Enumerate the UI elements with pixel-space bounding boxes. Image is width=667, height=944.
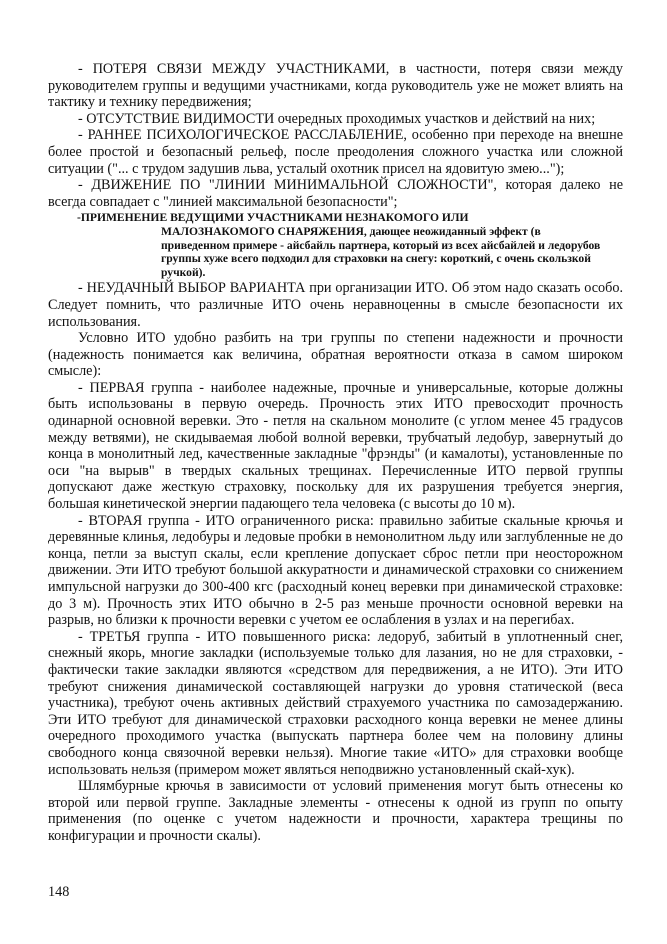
bold-note-head: -ПРИМЕНЕНИЕ ВЕДУЩИМИ УЧАСТНИКАМИ НЕЗНАКОМОГО ИЛИ — [77, 211, 469, 225]
paragraph-three-groups: Условно ИТО удобно разбить на три группы по степени надежности и прочности (надежность понимается как величина, обратная вероятности отказа в самом широком смысле): — [48, 330, 623, 380]
bold-note-unfamiliar-gear — [48, 211, 623, 279]
paragraph-early-relaxation: - РАННЕЕ ПСИХОЛОГИЧЕСКОЕ РАССЛАБЛЕНИЕ, особенно при переходе на внешне более простой и безопасный рельеф, после преодоления сложного участка или сложной ситуации ("... с трудом задушив льва, усталый охотник присел на ядовитую змею..."); — [48, 127, 623, 177]
paragraph-loss-of-contact: - ПОТЕРЯ СВЯЗИ МЕЖДУ УЧАСТНИКАМИ, в частности, потеря связи между руководителем группы и ведущими участниками, когда руководитель уже не может влиять на тактику и технику передвижения; — [48, 61, 623, 111]
paragraph-second-group: - ВТОРАЯ группа - ИТО ограниченного риска: правильно забитые скальные крючья и деревянные клинья, ледобуры и ледовые пробки в немонолитном льду или заглубленные не до конца, петли за выступ скалы, если крепление допускает сброс петли при неосторожном движении. Эти ИТО требуют большой аккуратности и динамической страховки со снижением импульсной нагрузки до 300-400 кгс (расходный конец веревки при динамической страховке: до 3 м). Прочность этих ИТО обычно в 2-5 раз меньше прочности основной веревки на разрыв, но близки к прочности веревки с учетом ее ослабления в узлах и на перегибах. — [48, 512, 623, 629]
paragraph-third-group: - ТРЕТЬЯ группа - ИТО повышенного риска: ледоруб, забитый в уплотненный снег, снежный якорь, многие закладки (используемые только для лазания, но не для страховки, - фактически такие закладки являются «средством для передвижения, а не ИТО). Эти ИТО требуют снижения динамической составляющей нагрузки до уровня статической (веса участника), требуют очень активных действий страхуемого участника по самозадержанию. Эти ИТО требуют для динамической страховки расходного конца веревки не менее длины очередного проходимого участка (выпускать партнера более чем на половину длины свободного конца связочной веревки нельзя). Многие такие «ИТО» для страховки вообще использовать нельзя (примером может являться неподвижно установленный скай-хук). — [48, 628, 623, 778]
page-number: 148 — [48, 884, 70, 900]
paragraph-first-group: - ПЕРВАЯ группа - наиболее надежные, прочные и универсальные, которые должны быть использованы в первую очередь. Прочность этих ИТО превосходит прочность одинарной основной веревки. Это - петля на скальном монолите (с углом менее 45 градусов между ветвями), не скидываемая любой волной веревки, трубчатый ледобур, завернутый до конца в монолитный лед, качественные закладные "фрэнды" (и камалоты), установленные по оси "на вырыв" в твердых скальных трещинах. Перечисленные ИТО первой группы допускают даже жесткую страховку, поскольку для их разрушения требуется энергия, большая кинетической энергии падающего тела человека (с высоты до 10 м). — [48, 379, 623, 513]
paragraph-min-complexity: - ДВИЖЕНИЕ ПО "ЛИНИИ МИНИМАЛЬНОЙ СЛОЖНОСТИ", которая далеко не всегда совпадает с "линией максимальной безопасности"; — [48, 177, 623, 210]
paragraph-bolts: Шлямбурные крючья в зависимости от условий применения могут быть отнесены ко второй или первой группе. Закладные элементы - отнесены к одной из групп по опыту применения (по оценке с учетом надежности и прочности, характера трещины по конфигурации и прочности скалы). — [48, 778, 623, 844]
paragraph-bad-choice: - НЕУДАЧНЫЙ ВЫБОР ВАРИАНТА при организации ИТО. Об этом надо сказать особо. Следует помнить, что различные ИТО очень неравноценны в смысле безопасности их использования. — [48, 280, 623, 330]
bold-note-tail: МАЛОЗНАКОМОГО СНАРЯЖЕНИЯ, дающее неожиданный эффект (в приведенном примере - айсбайль партнера, который из всех айсбайлей и ледорубов группы хуже всего подходил для страховки на снегу: короткий, с очень скользкой ручкой). — [161, 224, 601, 279]
page-body — [48, 61, 623, 845]
paragraph-no-visibility: - ОТСУТСТВИЕ ВИДИМОСТИ очередных проходимых участков и действий на них; — [78, 110, 596, 127]
